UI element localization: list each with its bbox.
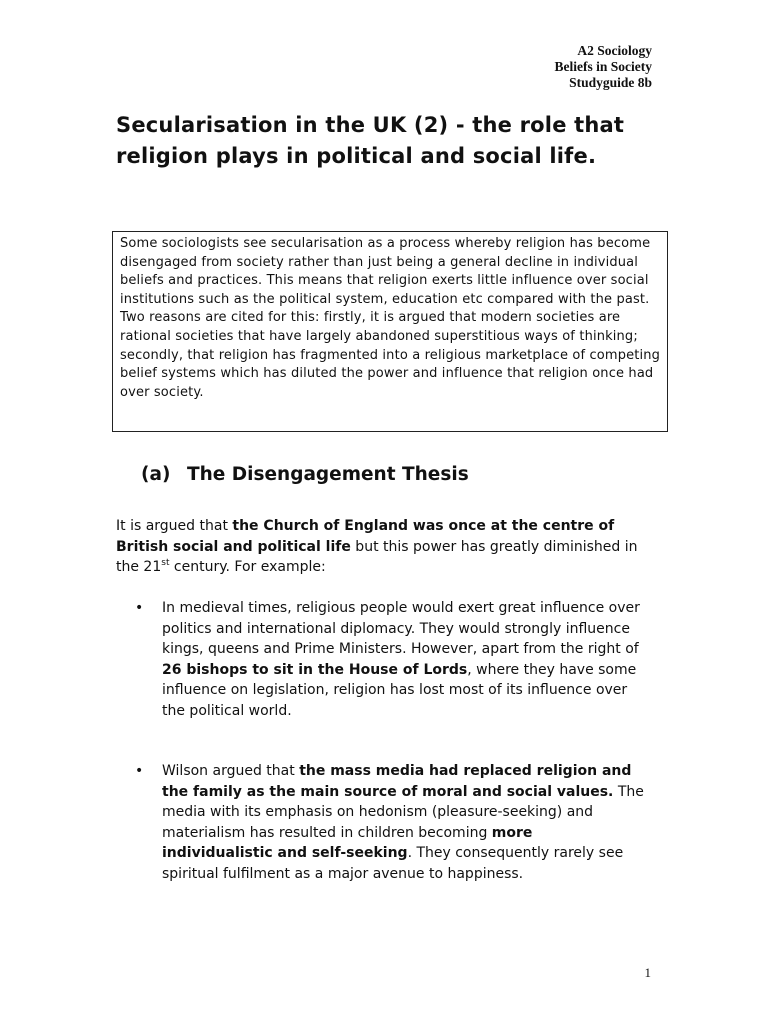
list-item [135, 761, 645, 885]
header-guide-number: Studyguide 8b [569, 75, 652, 90]
section-title: The Disengagement Thesis [187, 464, 469, 485]
list-item-text-part: The media with its emphasis on hedonism (pleasure-seeking) and materialism has resulted in children becoming [162, 783, 644, 841]
paragraph-text: It is argued that [116, 518, 233, 534]
header-topic: Beliefs in Society [554, 59, 652, 74]
list-item-text-part: Wilson argued that [162, 763, 300, 779]
list-item [135, 598, 645, 722]
intro-summary-box [112, 231, 668, 432]
list-item-text-part: , where they have some influence on legislation, religion has lost most of its influence over the political world. [162, 661, 637, 719]
list-item-emphasis: 26 bishops to sit in the House of Lords [162, 661, 468, 678]
list-item-text-part: . They consequently rarely see spiritual fulfilment as a major avenue to happiness. [162, 845, 624, 882]
section-label: (a) [141, 464, 171, 485]
page-number: 1 [644, 965, 651, 980]
ordinal-suffix: st [161, 558, 170, 569]
document-header [555, 43, 653, 91]
intro-paragraph [116, 516, 656, 578]
paragraph-text: but this power has greatly diminished in the 21 [116, 538, 638, 576]
paragraph-emphasis: the Church of England was once at the centre of British social and political life [116, 518, 615, 555]
intro-summary-text: Some sociologists see secularisation as a process whereby religion has become disengaged from society rather than just being a general decline in individual beliefs and practices. This means that religion exerts little influence over social institutions such as the political system, education etc compared with the past. Two reasons are cited for this: firstly, it is argued that modern societies are rational societies that have largely abandoned superstitious ways of thinking; secondly, that religion has fragmented into a religious marketplace of competing belief systems which has diluted the power and influence that religion once had over society. [120, 236, 661, 400]
page-title: Secularisation in the UK (2) - the role that religion plays in political and social life. [116, 113, 625, 168]
paragraph-text: century. For example: [169, 559, 326, 576]
list-item-text [162, 598, 645, 722]
list-item-emphasis: more individualistic and self-seeking [162, 824, 533, 862]
bullet-marker: • [135, 600, 144, 616]
list-item-emphasis: the mass media had replaced religion and the family as the main source of moral and social values. [162, 763, 632, 800]
header-course: A2 Sociology [577, 43, 652, 58]
list-item-text [162, 761, 645, 885]
bullet-marker: • [135, 763, 144, 779]
list-item-text-part: In medieval times, religious people would exert great influence over politics and international diplomacy. They would strongly influence kings, queens and Prime Ministers. However, apart from the right of [162, 600, 640, 658]
section-heading [141, 461, 469, 489]
